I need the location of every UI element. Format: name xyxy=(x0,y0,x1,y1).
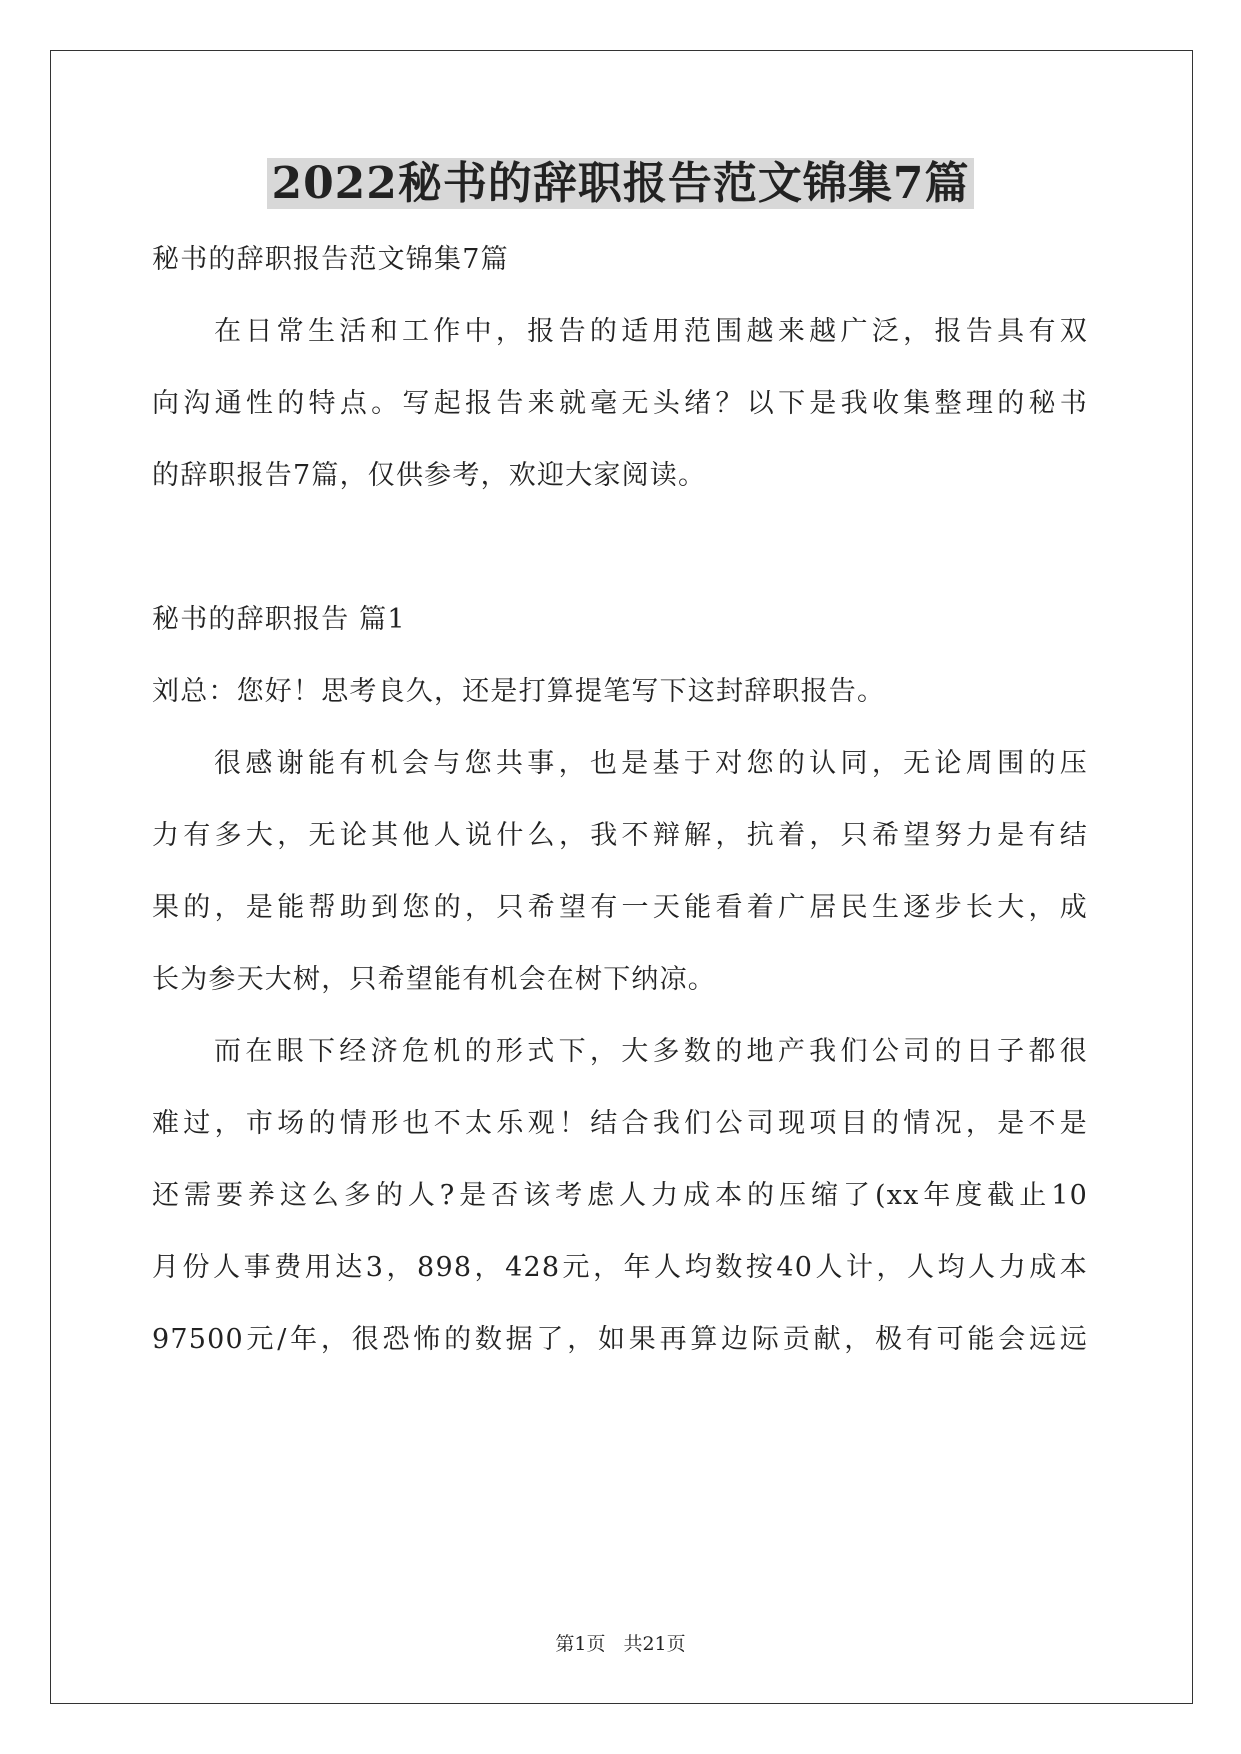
page-footer xyxy=(0,1630,1241,1658)
paragraph-line: 97500元/年，很恐怖的数据了，如果再算边际贡献，极有可能会远远 xyxy=(152,1324,1088,1355)
paragraph-line: 月份人事费用达3，898，428元，年人均数按40人计，人均人力成本 xyxy=(152,1252,1088,1283)
salutation-line: 刘总：您好！思考良久，还是打算提笔写下这封辞职报告。 xyxy=(152,676,886,707)
paragraph-line: 向沟通性的特点。写起报告来就毫无头绪？以下是我收集整理的秘书 xyxy=(152,388,1088,419)
paragraph-line: 在日常生活和工作中，报告的适用范围越来越广泛，报告具有双 xyxy=(214,316,1088,347)
paragraph-line: 力有多大，无论其他人说什么，我不辩解，抗着，只希望努力是有结 xyxy=(152,820,1088,851)
subtitle-line: 秘书的辞职报告范文锦集7篇 xyxy=(152,244,509,275)
section-heading: 秘书的辞职报告 篇1 xyxy=(152,604,406,635)
paragraph-line: 果的，是能帮助到您的，只希望有一天能看着广居民生逐步长大，成 xyxy=(152,892,1088,923)
paragraph-line: 难过，市场的情形也不太乐观！结合我们公司现项目的情况，是不是 xyxy=(152,1108,1088,1139)
paragraph-line: 很感谢能有机会与您共事，也是基于对您的认同，无论周围的压 xyxy=(214,748,1088,779)
paragraph-line: 的辞职报告7篇，仅供参考，欢迎大家阅读。 xyxy=(152,460,707,491)
paragraph-line: 而在眼下经济危机的形式下，大多数的地产我们公司的日子都很 xyxy=(214,1036,1088,1067)
page-border xyxy=(50,50,1193,1704)
page-total: 共21页 xyxy=(623,1633,686,1655)
document-title: 2022秘书的辞职报告范文锦集7篇 xyxy=(0,154,1241,214)
paragraph-line: 还需要养这么多的人?是否该考虑人力成本的压缩了(xx年度截止10 xyxy=(152,1180,1088,1211)
paragraph-line: 长为参天大树，只希望能有机会在树下纳凉。 xyxy=(152,964,716,995)
page-number: 第1页 xyxy=(555,1633,606,1655)
